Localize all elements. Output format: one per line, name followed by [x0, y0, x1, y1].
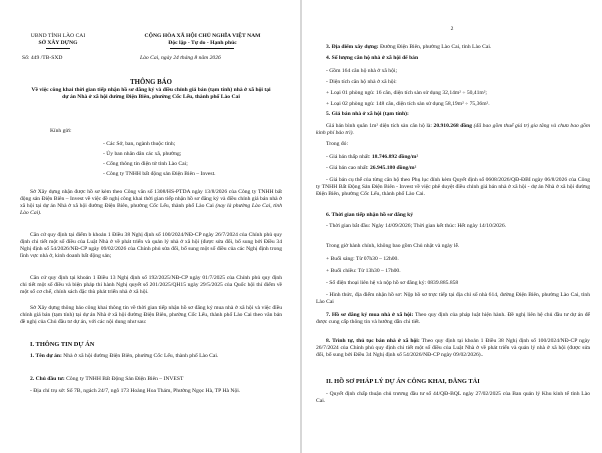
average-price-note: (đã bao gồm thuế giá trị gia tăng và chưa bao gồm kinh phí bảo trì).	[316, 123, 591, 136]
section-1-title: I. THÔNG TIN DỰ ÁN	[30, 341, 95, 348]
legal-document-item: - Quyết định chấp thuận chủ trương đầu tư số 44/QĐ-BQL ngày 27/02/2025 của Ban quản lý Khu kinh tế tỉnh Lào Cai.	[316, 391, 590, 404]
item4-title: 4. Số lượng căn hộ nhà ở xã hội để bán	[326, 55, 419, 61]
contact-phone: - Số điện thoại liên hệ và nộp hồ sơ đăng ký: 0839.885.858	[326, 280, 459, 286]
among-label: Trong đó:	[326, 141, 349, 147]
item8-title: 8. Trình tự, thủ tục bán nhà ở xã hội:	[326, 338, 420, 344]
item3-text: Đường Điện Biên, phường Lào Cai, tỉnh Lào Cai.	[380, 44, 492, 50]
average-price	[316, 123, 590, 137]
highest-price	[326, 165, 590, 172]
list-item: - Diện tích căn hộ nhà ở xã hội:	[326, 79, 397, 85]
agency-line-2: SỞ XÂY DỰNG	[38, 40, 78, 46]
page-number: 2	[450, 26, 454, 32]
item7-title: 7. Hồ sơ đăng ký mua nhà ở xã hội:	[326, 312, 414, 318]
item7-text: Theo quy định của pháp luật hiện hành. Đề nghị liên hệ chủ đầu tư dự án để được cung cấp thông tin và hướng dẫn chi tiết.	[316, 312, 590, 325]
recipient-item: - Các Sở, ban, ngành thuộc tỉnh;	[103, 141, 176, 147]
item6-title: 6. Thời gian tiếp nhận hồ sơ đăng ký	[326, 212, 414, 218]
lowest-price	[326, 154, 590, 161]
list-item: + Loại 01 phòng ngủ: 16 căn, diện tích sàn sử dụng 32,14m² ÷ 50,41m²;	[326, 90, 487, 96]
sale-procedure	[316, 338, 590, 359]
investor-address: - Địa chỉ trụ sở: Số 7B, ngách 24/7, ngõ 173 Hoàng Hoa Thám, Phường Ngọc Hà, TP Hà Nội.	[30, 388, 241, 394]
morning-hours: + Buổi sáng: Từ 07h30 – 12h00.	[326, 256, 399, 262]
document-page-2	[302, 0, 602, 453]
document-date: Lào Cai, ngày 24 tháng 8 năm 2026	[140, 55, 221, 61]
nation-line-1: CỘNG HÒA XÃ HỘI CHỦ NGHĨA VIỆT NAM	[144, 33, 261, 39]
project-name	[20, 353, 282, 360]
registration-period: - Thời gian bắt đầu: Ngày 14/09/2026; Thời gian kết thúc: Hết ngày 14/10/2026.	[326, 223, 507, 229]
apartment-count-list	[326, 66, 590, 110]
construction-site	[316, 44, 590, 51]
nation-line-2: Độc lập - Tự do - Hạnh phúc	[168, 40, 237, 46]
item2-text: Công ty TNHH Bất Động Sản Điện Biên – INVEST	[66, 376, 184, 382]
investor	[20, 376, 282, 383]
document-number: Số: 449 /TB-SXD	[22, 55, 63, 61]
national-motto	[110, 33, 295, 47]
office-hours: Trong giờ hành chính, không bao gồm Chủ nhật và ngày lễ.	[326, 243, 460, 249]
para1-italic: (nay là phường Lào Cai, tỉnh Lào Cai).	[20, 203, 282, 216]
item1-text: Nhà ở xã hội đường Điện Biên, phường Cốc Lếu, thành phố Lào Cai.	[63, 353, 219, 359]
list-item: + Loại 02 phòng ngủ: 148 căn, diện tích sàn sử dụng 58,19m² ÷ 75,36m².	[326, 101, 490, 107]
section-2-title: II. HỒ SƠ PHÁP LÝ DỰ ÁN CÔNG KHAI, ĐĂNG TẢI	[326, 378, 480, 385]
recipient-item: - Ủy ban nhân dân các xã, phường;	[103, 151, 182, 157]
list-item: - Gồm 164 căn hộ nhà ở xã hội;	[326, 68, 398, 74]
body-paragraph-3: Căn cứ quy định tại khoản 1 Điều 13 Nghị định số 192/2025/NĐ-CP ngày 01/7/2025 của Chính phủ quy định chi tiết một số điều và biện pháp thi hành Nghị quyết số 201/2025/QH15 ngày 29/5/2025 của Quốc hội thí điểm về một số cơ chế, chính sách đặc thù phát triển nhà ở xã hội.	[20, 275, 282, 295]
para1-text: Sở Xây dựng nhận được hồ sơ kèm theo Công văn số 1308/HS-PTDA ngày 13/8/2026 của Công ty TNHH bất động sản Điện Biên – Invest về việc đề nghị công khai thời gian tiếp nhận hồ sơ đăng ký và điều chỉnh giá bán nhà ở xã hội tại dự án Nhà ở xã hội đường Điện Biên, phường Cốc Lếu, thành phố Lào Cai	[20, 189, 282, 209]
agency-line-1: UBND TỈNH LÀO CAI	[30, 33, 86, 39]
body-paragraph-4: Sở Xây dựng thông báo công khai thông tin về thời gian tiếp nhận hồ sơ đăng ký mua nhà ở xã hội và việc điều chỉnh giá bán (tạm tính) tại dự án Nhà ở xã hội đường Điện Biên, phường Cốc Lếu, thành phố Lào Cai theo văn bản đề nghị của Chủ đầu tư dự án, với các nội dung như sau:	[20, 305, 282, 325]
recipients-list	[103, 139, 288, 179]
agency-underline	[46, 48, 70, 49]
submission-method: - Hình thức, địa điểm nhận hồ sơ: Nộp hồ sơ trực tiếp tại địa chỉ số nhà 614, đường Điện Biên, phường Lào Cai, tỉnh Lào Cai	[316, 292, 590, 305]
agency-name	[18, 33, 98, 47]
highest-price-label: - Giá bán cao nhất:	[326, 165, 369, 171]
item1-label: 1. Tên dự án:	[30, 353, 62, 359]
body-paragraph-2: Căn cứ quy định tại điểm b khoản 1 Điều 38 Nghị định số 100/2024/NĐ-CP ngày 26/7/2024 của Chính phủ quy định chi tiết một số điều của Luật Nhà ở về phát triển và quản lý nhà ở xã hội (được sửa đổi, bổ sung bởi Điều 34 Nghị định số 54/2026/NĐ-CP ngày 09/02/2026 của Chính phủ sửa đổi, bổ sung một số điều của các Nghị định trong lĩnh vực nhà ở, kinh doanh bất động sản;	[20, 232, 282, 259]
item2-label: 2. Chủ đầu tư:	[30, 376, 65, 382]
recipient-item: - Cổng thông tin điện tử tỉnh Lào Cai;	[103, 161, 188, 167]
price-detail-paragraph: - Giá bán cụ thể của từng căn hộ theo Phụ lục đính kèm Quyết định số 0608/2026/QĐ-ĐBI ngày 06/8/2026 của Công ty TNHH Bất Động Sản Điện Biên - Invest về việc phê duyệt điều chỉnh giá bán nhà ở xã hội - dự án Nhà ở xã hội đường Điện Biên, phường Cốc Lếu, thành phố Lào Cai.	[316, 177, 590, 197]
notice-subject: Về việc công khai thời gian tiếp nhận hồ sơ đăng ký và điều chỉnh giá bán (tạm tính) nhà ở xã hội tại dự án Nhà ở xã hội đường Điện Biên, phường Cốc Lếu, thành phố Lào Cai	[31, 87, 271, 100]
body-paragraph-1	[20, 189, 282, 217]
lowest-price-label: - Giá bán thấp nhất:	[326, 154, 371, 160]
notice-title: THÔNG BÁO	[130, 79, 172, 86]
item3-label: 3. Địa điểm xây dựng:	[326, 44, 379, 50]
registration-dossier	[316, 312, 590, 326]
document-page-1	[0, 0, 300, 453]
lowest-price-value: 18.746.892 đồng/m²	[371, 154, 419, 160]
average-price-value: 20.910.268 đồng	[433, 123, 473, 129]
motto-underline	[170, 48, 234, 49]
recipients-label: Kính gửi:	[50, 128, 72, 134]
item8-text: Theo quy định tại khoản 1 Điều 38 Nghị định số 100/2024/NĐ-CP ngày 26/7/2024 của Chính phủ quy định chi tiết một số điều của Luật Nhà ở về phát triển và quản lý nhà ở xã hội (được sửa đổi, bổ sung bởi Điều 34 Nghị định số 54/2026/NĐ-CP ngày 09/02/2026)..	[316, 338, 590, 358]
afternoon-hours: + Buổi chiều: Từ 13h30 – 17h00.	[326, 268, 401, 274]
recipient-item: - Công ty TNHH bất động sản Điện Biên – Invest.	[103, 171, 216, 177]
item5-title: 5. Giá bán nhà ở xã hội (tạm tính):	[326, 111, 409, 117]
item5-intro: Giá bán bình quân 1m² diện tích sàn căn hộ là:	[326, 123, 432, 129]
highest-price-value: 26.945.180 đồng/m²	[369, 165, 417, 171]
